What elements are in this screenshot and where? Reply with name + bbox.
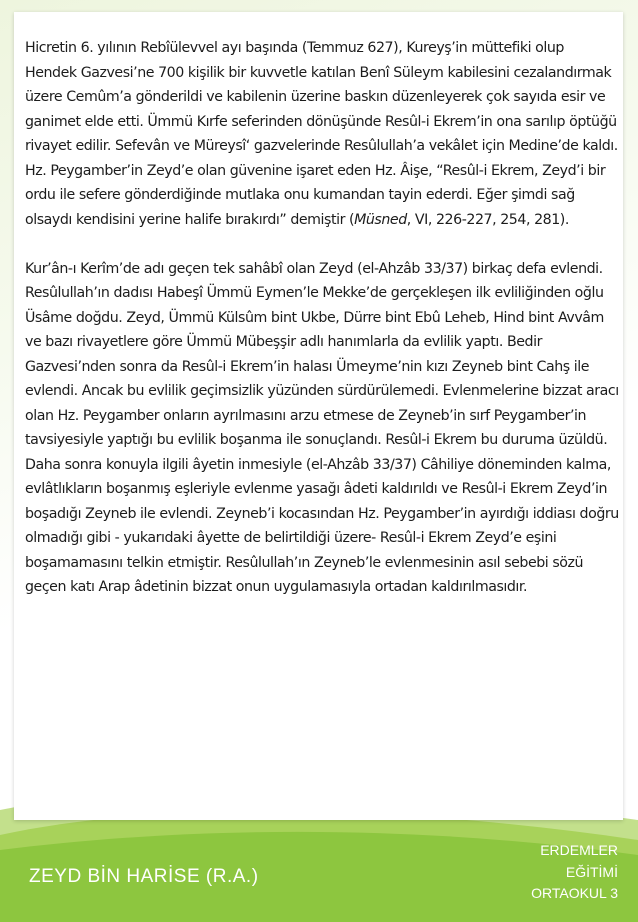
series-label: [488, 840, 618, 905]
series-label-line-3: ORTAOKUL 3: [531, 885, 618, 901]
citation-reference: , VI, 226-227, 254, 281).: [406, 211, 569, 228]
article-body: [25, 36, 619, 600]
series-label-line-2: EĞİTİMİ: [565, 863, 618, 880]
citation-source: Müsned: [354, 211, 407, 228]
page-title: ZEYD BİN HARİSE (R.A.): [29, 866, 259, 887]
paragraph-2: Kur’ân-ı Kerîm’de adı geçen tek sahâbî olan Zeyd (el-Ahzâb 33/37) birkaç defa evlendi. Resûlullah’ın dadısı Habeşî Ümmü Eymen’le Mekke’de gerçekleşen ilk evliliğinden oğlu Üsâme doğdu. Zeyd, Ümmü Külsûm bint Ukbe, Dürre bint Ebû Leheb, Hind bint Avvâm ve bazı rivayetlere göre Ümmü Mübeşşir adlı hanımlarla da evlilik yaptı. Bedir Gazvesi’nden sonra da Resûl-i Ekrem’in halası Ümeyme’nin kızı Zeyneb bint Cahş ile evlendi. Ancak bu evlilik geçimsizlik yüzünden sürdürülemedi. Evlenmelerine bizzat aracı olan Hz. Peygamber onların ayrılmasını arzu etmese de Zeyneb’in sırf Peygamber’in tavsiyesiyle yaptığı bu evlilik boşanma ile sonuçlandı. Resûl-i Ekrem bu duruma üzüldü. Daha sonra konuyla ilgili âyetin inmesiyle (el-Ahzâb 33/37) Câhiliye döneminden kalma, evlâtlıkların boşanmış eşleriyle evlenme yasağı âdeti kaldırıldı ve Resûl-i Ekrem Zeyd’in boşadığı Zeyneb ile evlendi. Zeyneb’i kocasından Hz. Peygamber’in ayırdığı iddiası doğru olmadığı gibi - yukarıdaki âyette de belirtildiği üzere- Resûl-i Ekrem Zeyd’e eşini boşamamasını telkin etmiştir. Resûlullah’ın Zeyneb’le evlenmesinin asıl sebebi sözü geçen katı Arap âdetinin bizzat onun uygulamasıyla ortadan kaldırılmasıdır.: [25, 260, 619, 595]
series-label-line-1: ERDEMLER: [540, 842, 618, 858]
paragraph-1: [25, 36, 619, 232]
paragraph-1-text: Hicretin 6. yılının Rebîülevvel ayı başında (Temmuz 627), Kureyş’in müttefiki olup Hendek Gazvesi’ne 700 kişilik bir kuvvetle katılan Benî Süleym kabilesini cezalandırmak üzere Cemûm’a gönderildi ve kabilenin üzerine baskın düzenleyerek çok sayıda esir ve ganimet elde etti. Ümmü Kırfe seferinden dönüşünde Resûl-i Ekrem’in ona sarılıp öptüğü rivayet edilir. Sefevân ve Müreysî‘ gazvelerinde Resûlullah’a vekâlet için Medine’de kaldı. Hz. Peygamber’in Zeyd’e olan güvenine işaret eden Hz. Âişe, “Resûl-i Ekrem, Zeyd’i bir ordu ile sefere gönderdiğinde mutlaka onu kumandan tayin ederdi. Eğer şimdi sağ olsaydı kendisini yerine halife bırakırdı” demiştir (: [25, 40, 618, 228]
